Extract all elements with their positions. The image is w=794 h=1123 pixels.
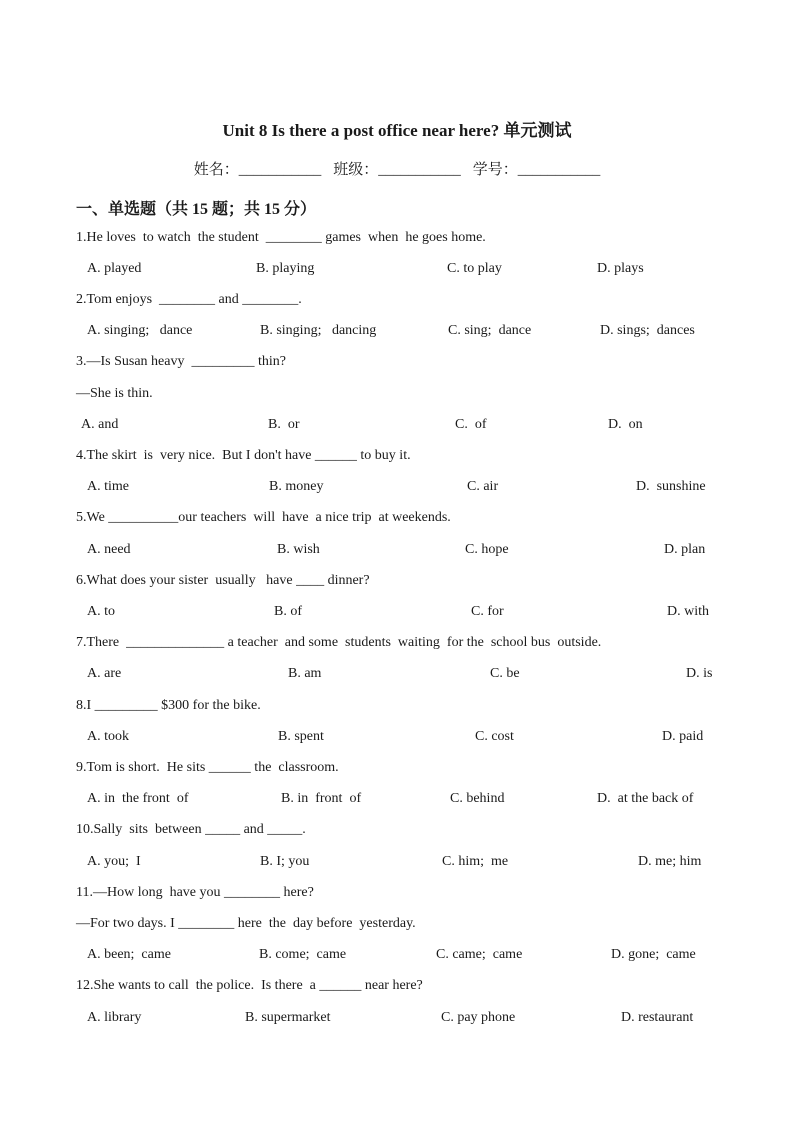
option-c: C. behind	[450, 791, 505, 806]
option-a: A. played	[87, 261, 142, 276]
option-c: C. hope	[465, 542, 509, 557]
option-d: D. gone; came	[611, 947, 696, 962]
option-b: B. wish	[277, 542, 320, 557]
option-a: A. singing; dance	[87, 323, 193, 338]
option-b: B. or	[268, 417, 300, 432]
option-b: B. come; came	[259, 947, 347, 962]
section-heading: 一、单选题（共 15 题；共 15 分）	[76, 201, 317, 218]
option-a: A. you; I	[87, 854, 141, 869]
option-b: B. money	[269, 479, 324, 494]
option-a: A. time	[87, 479, 129, 494]
option-a: A. library	[87, 1010, 142, 1025]
option-c: C. to play	[447, 261, 502, 276]
question-stem: 9.Tom is short. He sits ______ the classroom.	[76, 760, 339, 775]
option-c: C. cost	[475, 729, 514, 744]
option-b: B. am	[288, 666, 322, 681]
option-d: D. me; him	[638, 854, 702, 869]
option-d: D. plan	[664, 542, 706, 557]
option-d: D. paid	[662, 729, 704, 744]
option-a: A. been; came	[87, 947, 171, 962]
option-c: C. sing; dance	[448, 323, 532, 338]
option-c: C. be	[490, 666, 520, 681]
option-b: B. singing; dancing	[260, 323, 377, 338]
option-d: D. at the back of	[597, 791, 694, 806]
option-c: C. him; me	[442, 854, 509, 869]
option-d: D. sunshine	[636, 479, 706, 494]
option-b: B. spent	[278, 729, 324, 744]
option-b: B. playing	[256, 261, 315, 276]
question-stem: 10.Sally sits between _____ and _____.	[76, 822, 306, 837]
option-d: D. is	[686, 666, 713, 681]
number-field: 学号：___________	[472, 162, 601, 178]
option-c: C. air	[467, 479, 499, 494]
option-c: C. came; came	[436, 947, 523, 962]
option-b: B. supermarket	[245, 1010, 331, 1025]
option-a: A. took	[87, 729, 129, 744]
option-d: D. sings; dances	[600, 323, 695, 338]
option-a: A. need	[87, 542, 131, 557]
question-stem: 1.He loves to watch the student ________ games when he goes home.	[76, 230, 486, 245]
question-stem: 3.—Is Susan heavy _________ thin?	[76, 354, 286, 369]
question-answer-line: —She is thin.	[76, 386, 153, 401]
option-b: B. of	[274, 604, 302, 619]
option-a: A. to	[87, 604, 115, 619]
question-stem: 7.There ______________ a teacher and some students waiting for the school bus outside.	[76, 635, 602, 650]
question-stem: 4.The skirt is very nice. But I don't have ______ to buy it.	[76, 448, 411, 463]
option-b: B. in front of	[281, 791, 362, 806]
option-c: C. of	[455, 417, 487, 432]
option-c: C. for	[471, 604, 504, 619]
question-stem: 6.What does your sister usually have ____ dinner?	[76, 573, 370, 588]
option-d: D. plays	[597, 261, 644, 276]
question-stem: 8.I _________ $300 for the bike.	[76, 698, 261, 713]
page-title: Unit 8 Is there a post office near here? 单元测试	[222, 121, 572, 140]
option-d: D. on	[608, 417, 643, 432]
question-stem: 5.We __________our teachers will have a nice trip at weekends.	[76, 510, 451, 525]
option-b: B. I; you	[260, 854, 310, 869]
question-stem: 12.She wants to call the police. Is there a ______ near here?	[76, 978, 423, 993]
question-stem: 2.Tom enjoys ________ and ________.	[76, 292, 302, 307]
student-info-row	[0, 158, 794, 179]
class-field: 班级：___________	[333, 162, 461, 178]
option-c: C. pay phone	[441, 1010, 516, 1025]
option-a: A. are	[87, 666, 122, 681]
option-d: D. with	[667, 604, 709, 619]
question-answer-line: —For two days. I ________ here the day before yesterday.	[76, 916, 416, 931]
option-a: A. in the front of	[87, 791, 189, 806]
option-d: D. restaurant	[621, 1010, 694, 1025]
option-a: A. and	[81, 417, 119, 432]
name-field: 姓名：___________	[193, 162, 322, 178]
question-stem: 11.—How long have you ________ here?	[76, 885, 314, 900]
